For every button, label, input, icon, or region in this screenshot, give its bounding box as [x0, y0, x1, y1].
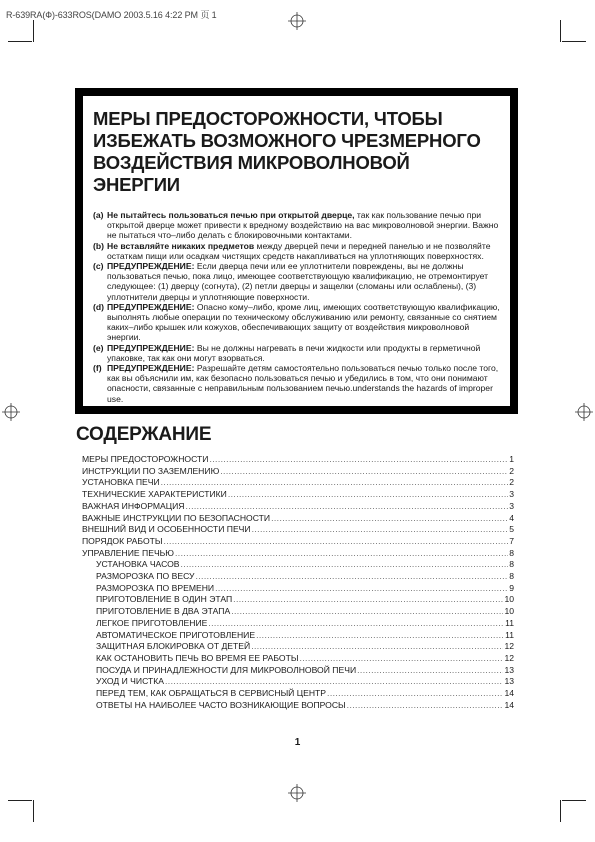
toc-label: УХОД И ЧИСТКА [96, 676, 164, 687]
toc-label: РАЗМОРОЗКА ПО ВРЕМЕНИ [96, 582, 215, 593]
toc-subentry[interactable] [82, 641, 514, 653]
item-lead: ПРЕДУПРЕЖДЕНИЕ: [107, 342, 195, 353]
toc-label: ВАЖНЫЕ ИНСТРУКЦИИ ПО БЕЗОПАСНОСТИ [82, 512, 271, 523]
crop-mark [562, 41, 586, 42]
toc-label: УПРАВЛЕНИЕ ПЕЧЬЮ [82, 547, 174, 558]
toc-label: АВТОМАТИЧЕСКОЕ ПРИГОТОВЛЕНИЕ [96, 629, 256, 640]
toc-leader [161, 477, 509, 489]
toc-label: ИНСТРУКЦИИ ПО ЗАЗЕМЛЕНИЮ [82, 465, 220, 476]
toc-subentry[interactable] [82, 594, 514, 606]
toc-page-number: 2 [509, 465, 514, 476]
toc-label: ЗАЩИТНАЯ БЛОКИРОВКА ОТ ДЕТЕЙ [96, 641, 251, 652]
toc-page-number: 11 [505, 617, 514, 628]
toc-leader [228, 489, 508, 501]
toc-label: ПРИГОТОВЛЕНИЕ В ДВА ЭТАПА [96, 606, 231, 617]
crop-mark [562, 800, 586, 801]
toc-page-number: 11 [505, 629, 514, 640]
toc-subentry[interactable] [82, 618, 514, 630]
toc-leader [271, 513, 508, 525]
toc-leader [220, 466, 508, 478]
toc-subentry[interactable] [82, 688, 514, 700]
toc-subentry[interactable] [82, 571, 514, 583]
toc-page-number: 2 [509, 477, 514, 488]
toc-leader [186, 501, 509, 513]
toc-leader [215, 583, 508, 595]
warning-item [93, 363, 500, 404]
crop-mark [8, 800, 32, 801]
item-lead: ПРЕДУПРЕЖДЕНИЕ: [107, 363, 195, 374]
registration-mark-top [288, 12, 306, 30]
toc-entry[interactable] [82, 536, 514, 548]
toc-entry[interactable] [82, 524, 514, 536]
toc-label: ПОРЯДОК РАБОТЫ [82, 535, 163, 546]
toc-label: УСТАНОВКА ПЕЧИ [82, 477, 160, 488]
toc-label: ТЕХНИЧЕСКИЕ ХАРАКТЕРИСТИКИ [82, 489, 227, 500]
page-number: 1 [294, 737, 301, 748]
toc-entry[interactable] [82, 477, 514, 489]
table-of-contents [82, 454, 514, 711]
toc-leader [181, 559, 509, 571]
crop-mark [560, 800, 561, 822]
toc-subentry[interactable] [82, 665, 514, 677]
toc-page-number: 13 [504, 664, 514, 675]
crop-mark [33, 800, 34, 822]
toc-label: ОТВЕТЫ НА НАИБОЛЕЕ ЧАСТО ВОЗНИКАЮЩИЕ ВОПРОСЫ [96, 699, 346, 710]
item-tag: (e) [93, 342, 104, 353]
toc-entry[interactable] [82, 466, 514, 478]
toc-leader [357, 665, 503, 677]
print-slug: R-639RA(Ф)-633RОS(DAMO 2003.5.16 4:22 PM 页 1 [6, 10, 217, 20]
toc-label: ВАЖНАЯ ИНФОРМАЦИЯ [82, 500, 185, 511]
warning-list [93, 210, 500, 404]
toc-page-number: 1 [509, 454, 514, 464]
toc-subentry[interactable] [82, 700, 514, 712]
toc-leader [347, 700, 504, 712]
toc-page-number: 12 [504, 641, 514, 652]
toc-page-number: 9 [509, 582, 514, 593]
registration-mark-right [575, 403, 593, 421]
safety-warning-box [75, 88, 518, 414]
toc-leader [231, 606, 503, 618]
toc-label: ПЕРЕД ТЕМ, КАК ОБРАЩАТЬСЯ В СЕРВИСНЫЙ ЦЕНТР [96, 688, 327, 699]
item-text: так как пользование печью при открытой дверце может привести к вредному воздействию на вас микроволновой энергии. Важно не пытаться что–либо делать с блокировочными контактами. [107, 210, 499, 241]
item-tag: (a) [93, 210, 104, 220]
item-lead: Не пытайтесь пользоваться печью при открытой дверце, [107, 210, 355, 220]
toc-page-number: 7 [509, 535, 514, 546]
toc-page-number: 14 [504, 699, 514, 710]
crop-mark [33, 20, 34, 42]
toc-leader [252, 524, 509, 536]
toc-subentry[interactable] [82, 676, 514, 688]
warning-item [93, 241, 500, 261]
title-line: МЕРЫ ПРЕДОСТОРОЖНОСТИ, ЧТОБЫ [93, 108, 443, 129]
toc-subentry[interactable] [82, 653, 514, 665]
toc-page-number: 8 [509, 559, 514, 570]
toc-page-number: 14 [504, 688, 514, 699]
toc-leader [163, 536, 508, 548]
toc-leader [165, 676, 503, 688]
toc-page-number: 5 [509, 524, 514, 535]
toc-leader [256, 630, 504, 642]
registration-mark-bottom [288, 784, 306, 802]
toc-label: ПОСУДА И ПРИНАДЛЕЖНОСТИ ДЛЯ МИКРОВОЛНОВОЙ ПЕЧИ [96, 664, 357, 675]
title-line: ИЗБЕЖАТЬ ВОЗМОЖНОГО ЧРЕЗМЕРНОГО [93, 130, 481, 151]
contents-heading: СОДЕРЖАНИЕ [76, 424, 212, 445]
toc-leader [209, 454, 508, 466]
item-tag: (d) [93, 301, 104, 312]
toc-page-number: 3 [509, 489, 514, 500]
title-line: ВОЗДЕЙСТВИЯ МИКРОВОЛНОВОЙ ЭНЕРГИИ [93, 152, 410, 195]
item-text: Разрешайте детям самостоятельно пользоваться печью только после того, как вы объяснили им, как безопасно пользоваться печью и убедились в том, что они понимают опасности, связанные с неправильным пользованием печью.understands the hazards of improper use. [107, 363, 499, 404]
crop-mark [8, 41, 32, 42]
toc-page-number: 3 [509, 500, 514, 511]
item-text: Вы не должны нагревать в печи жидкости или продукты в герметичной упаковке, так как они могут взорваться. [107, 342, 481, 363]
warning-item [93, 302, 500, 343]
item-tag: (b) [93, 240, 104, 251]
toc-label: ЛЕГКОЕ ПРИГОТОВЛЕНИЕ [96, 617, 208, 628]
item-lead: ПРЕДУПРЕЖДЕНИЕ: [107, 261, 195, 272]
toc-leader [327, 688, 503, 700]
toc-subentry[interactable] [82, 606, 514, 618]
toc-leader [195, 571, 508, 583]
warning-item [93, 210, 500, 241]
registration-mark-left [2, 403, 20, 421]
toc-label: МЕРЫ ПРЕДОСТОРОЖНОСТИ [82, 454, 209, 464]
item-lead: ПРЕДУПРЕЖДЕНИЕ: [107, 301, 195, 312]
warning-item [93, 343, 500, 363]
toc-page-number: 13 [504, 676, 514, 687]
item-text: Опасно кому–либо, кроме лиц, имеющих соответствующую квалификацию, выполнять любые операции по техническому обслуживанию или ремонту, связанные со снятием каких–либо крышек или кожухов, обеспечивающих защиту от воздействия микроволновой энергии. [107, 301, 500, 343]
toc-subentry[interactable] [82, 583, 514, 595]
toc-label: РАЗМОРОЗКА ПО ВЕСУ [96, 571, 195, 582]
toc-entry[interactable] [82, 489, 514, 501]
toc-label: УСТАНОВКА ЧАСОВ [96, 559, 180, 570]
toc-page-number: 12 [504, 652, 514, 663]
toc-leader [299, 653, 503, 665]
warning-item [93, 261, 500, 302]
item-text: Если дверца печи или ее уплотнители повреждены, вы не должны пользоваться печью, пока лицо, имеющее соответствующую квалификацию, не отремонтирует следующее: (1) дверцу (согнута), (2) петли дверцы и защелки (сломаны или ослаблены), (3) уплотнители дверцы и уплотняющие поверхности. [107, 261, 489, 302]
toc-leader [251, 641, 503, 653]
toc-leader [233, 594, 503, 606]
toc-label: ВНЕШНИЙ ВИД И ОСОБЕННОСТИ ПЕЧИ [82, 524, 251, 535]
safety-warning-title [93, 108, 500, 196]
toc-entry[interactable] [82, 513, 514, 525]
item-tag: (c) [93, 261, 104, 272]
toc-page-number: 10 [504, 594, 514, 605]
toc-subentry[interactable] [82, 630, 514, 642]
item-tag: (f) [93, 363, 102, 374]
item-lead: Не вставляйте никаких предметов [107, 240, 255, 251]
crop-mark [560, 20, 561, 42]
toc-entry[interactable] [82, 501, 514, 513]
toc-entry[interactable] [82, 548, 514, 560]
toc-page-number: 8 [509, 571, 514, 582]
item-text: между дверцей печи и передней панелью и не позволяйте остаткам пищи или осадкам чистящих средств накапливаться на уплотняющих поверхностях. [107, 240, 491, 261]
toc-subentry[interactable] [82, 559, 514, 571]
toc-page-number: 10 [504, 606, 514, 617]
toc-label: КАК ОСТАНОВИТЬ ПЕЧЬ ВО ВРЕМЯ ЕЕ РАБОТЫ [96, 652, 299, 663]
toc-label: ПРИГОТОВЛЕНИЕ В ОДИН ЭТАП [96, 594, 233, 605]
toc-leader [208, 618, 504, 630]
safety-warning-content [83, 96, 510, 406]
toc-leader [175, 548, 508, 560]
toc-page-number: 8 [509, 547, 514, 558]
toc-page-number: 4 [509, 512, 514, 523]
toc-entry[interactable] [82, 454, 514, 466]
